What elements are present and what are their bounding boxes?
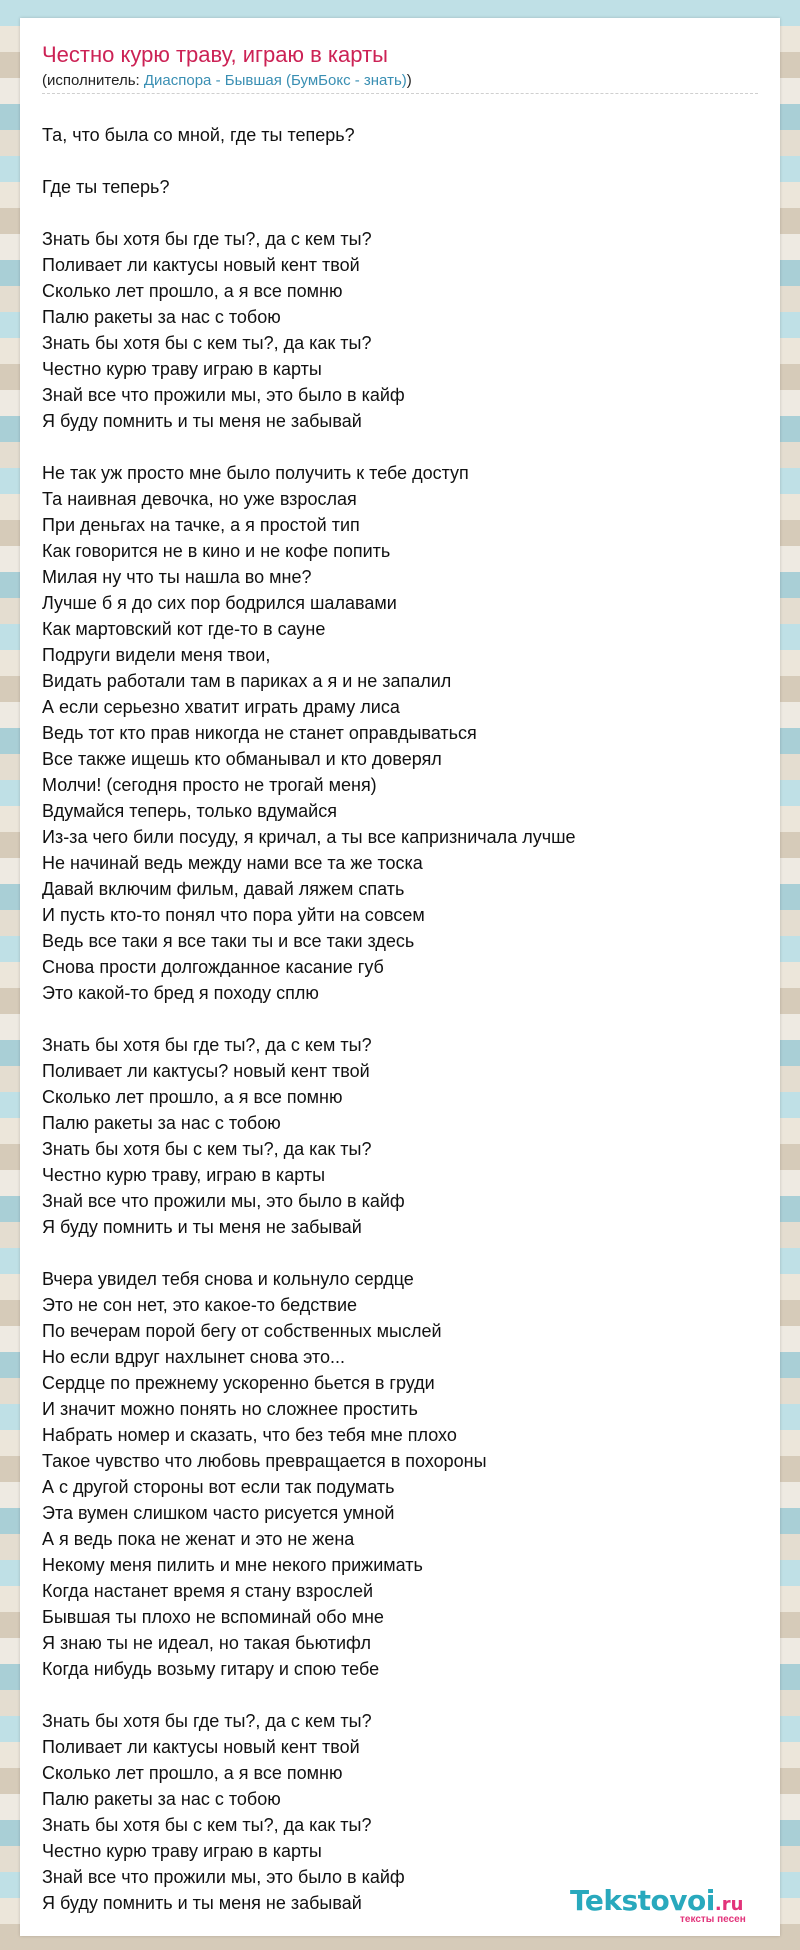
- lyric-line: Видать работали там в париках а я и не запалил: [42, 671, 452, 691]
- lyric-line: Набрать номер и сказать, что без тебя мне плохо: [42, 1425, 457, 1445]
- lyric-line: Вдумайся теперь, только вдумайся: [42, 801, 337, 821]
- lyric-line: Эта вумен слишком часто рисуется умной: [42, 1503, 395, 1523]
- lyric-line: Не начинай ведь между нами все та же тоска: [42, 853, 423, 873]
- lyric-line: Снова прости долгожданное касание губ: [42, 957, 384, 977]
- lyric-line: Где ты теперь?: [42, 177, 170, 197]
- logo-tld: .ru: [714, 1894, 744, 1915]
- lyric-line: Молчи! (сегодня просто не трогай меня): [42, 775, 377, 795]
- lyric-line: Знать бы хотя бы где ты?, да с кем ты?: [42, 1035, 372, 1055]
- lyric-line: Знай все что прожили мы, это было в кайф: [42, 385, 405, 405]
- lyric-line: А если серьезно хватит играть драму лиса: [42, 697, 400, 717]
- lyric-line: Палю ракеты за нас с тобою: [42, 1789, 281, 1809]
- lyric-line: Некому меня пилить и мне некого прижимать: [42, 1555, 423, 1575]
- lyric-line: Знай все что прожили мы, это было в кайф: [42, 1191, 405, 1211]
- lyric-line: Как мартовский кот где-то в сауне: [42, 619, 326, 639]
- lyric-line: Я буду помнить и ты меня не забывай: [42, 1217, 362, 1237]
- lyric-line: Палю ракеты за нас с тобою: [42, 307, 281, 327]
- song-title: Честно курю траву, играю в карты: [42, 42, 388, 67]
- lyric-line: Я буду помнить и ты меня не забывай: [42, 411, 362, 431]
- lyric-line: Знать бы хотя бы с кем ты?, да как ты?: [42, 1815, 372, 1835]
- lyric-line: Такое чувство что любовь превращается в похороны: [42, 1451, 487, 1471]
- logo-tagline: тексты песен: [680, 1914, 746, 1925]
- logo-name: Tekstovoi: [570, 1884, 715, 1917]
- lyric-line: И значит можно понять но сложнее простить: [42, 1399, 418, 1419]
- stanza-break: [42, 1240, 758, 1266]
- lyric-line: Но если вдруг нахлынет снова это...: [42, 1347, 345, 1367]
- credit-suffix: ): [406, 72, 412, 89]
- lyric-line: Все также ищешь кто обманывал и кто доверял: [42, 749, 442, 769]
- lyric-line: Поливает ли кактусы новый кент твой: [42, 1737, 360, 1757]
- lyric-line: Палю ракеты за нас с тобою: [42, 1113, 281, 1133]
- lyrics-card: [20, 18, 780, 1936]
- lyric-line: И пусть кто-то понял что пора уйти на совсем: [42, 905, 425, 925]
- lyric-line: Сколько лет прошло, а я все помню: [42, 1087, 343, 1107]
- lyric-line: Когда настанет время я стану взрослей: [42, 1581, 374, 1601]
- artist-credit: [42, 72, 758, 94]
- credit-prefix: (исполнитель:: [42, 72, 144, 89]
- stanza-break: [42, 1682, 758, 1708]
- lyric-line: Та наивная девочка, но уже взрослая: [42, 489, 357, 509]
- lyric-line: Из-за чего били посуду, я кричал, а ты все капризничала лучше: [42, 827, 576, 847]
- lyric-line: Я знаю ты не идеал, но такая бьютифл: [42, 1633, 371, 1653]
- lyric-line: Честно курю траву играю в карты: [42, 359, 322, 379]
- lyric-line: Это какой-то бред я походу сплю: [42, 983, 319, 1003]
- site-logo[interactable]: [570, 1884, 746, 1925]
- lyric-line: Поливает ли кактусы? новый кент твой: [42, 1061, 370, 1081]
- lyric-line: Знай все что прожили мы, это было в кайф: [42, 1867, 405, 1887]
- lyric-line: Вчера увидел тебя снова и кольнуло сердце: [42, 1269, 414, 1289]
- lyric-line: Ведь все таки я все таки ты и все таки здесь: [42, 931, 415, 951]
- lyric-line: Сколько лет прошло, а я все помню: [42, 1763, 343, 1783]
- lyric-line: Как говорится не в кино и не кофе попить: [42, 541, 391, 561]
- lyrics-body: [42, 122, 758, 1916]
- stanza-break: [42, 1006, 758, 1032]
- lyric-line: Знать бы хотя бы с кем ты?, да как ты?: [42, 333, 372, 353]
- lyric-line: Не так уж просто мне было получить к тебе доступ: [42, 463, 469, 483]
- lyric-line: А с другой стороны вот если так подумать: [42, 1477, 395, 1497]
- lyric-line: Я буду помнить и ты меня не забывай: [42, 1893, 362, 1913]
- lyric-line: Сердце по прежнему ускоренно бьется в груди: [42, 1373, 435, 1393]
- lyric-line: Когда нибудь возьму гитару и спою тебе: [42, 1659, 380, 1679]
- lyric-line: Честно курю траву играю в карты: [42, 1841, 322, 1861]
- lyric-line: Это не сон нет, это какое-то бедствие: [42, 1295, 358, 1315]
- stanza-break: [42, 434, 758, 460]
- lyric-line: При деньгах на тачке, а я простой тип: [42, 515, 360, 535]
- lyric-line: Лучше б я до сих пор бодрился шалавами: [42, 593, 397, 613]
- lyric-line: Та, что была со мной, где ты теперь?: [42, 125, 355, 145]
- lyric-line: Честно курю траву, играю в карты: [42, 1165, 326, 1185]
- lyric-line: А я ведь пока не женат и это не жена: [42, 1529, 355, 1549]
- lyric-line: Милая ну что ты нашла во мне?: [42, 567, 312, 587]
- lyric-line: По вечерам порой бегу от собственных мыслей: [42, 1321, 442, 1341]
- lyric-line: Подруги видели меня твои,: [42, 645, 271, 665]
- artist-link[interactable]: Диаспора - Бывшая (БумБокс - знать): [143, 72, 407, 89]
- lyric-line: Поливает ли кактусы новый кент твой: [42, 255, 360, 275]
- lyric-line: Сколько лет прошло, а я все помню: [42, 281, 343, 301]
- lyric-line: Знать бы хотя бы где ты?, да с кем ты?: [42, 1711, 372, 1731]
- lyric-line: Знать бы хотя бы с кем ты?, да как ты?: [42, 1139, 372, 1159]
- lyric-line: Бывшая ты плохо не вспоминай обо мне: [42, 1607, 384, 1627]
- stanza-break: [42, 200, 758, 226]
- lyric-line: Ведь тот кто прав никогда не станет оправдываться: [42, 723, 477, 743]
- stanza-break: [42, 148, 758, 174]
- lyric-line: Давай включим фильм, давай ляжем спать: [42, 879, 405, 899]
- lyric-line: Знать бы хотя бы где ты?, да с кем ты?: [42, 229, 372, 249]
